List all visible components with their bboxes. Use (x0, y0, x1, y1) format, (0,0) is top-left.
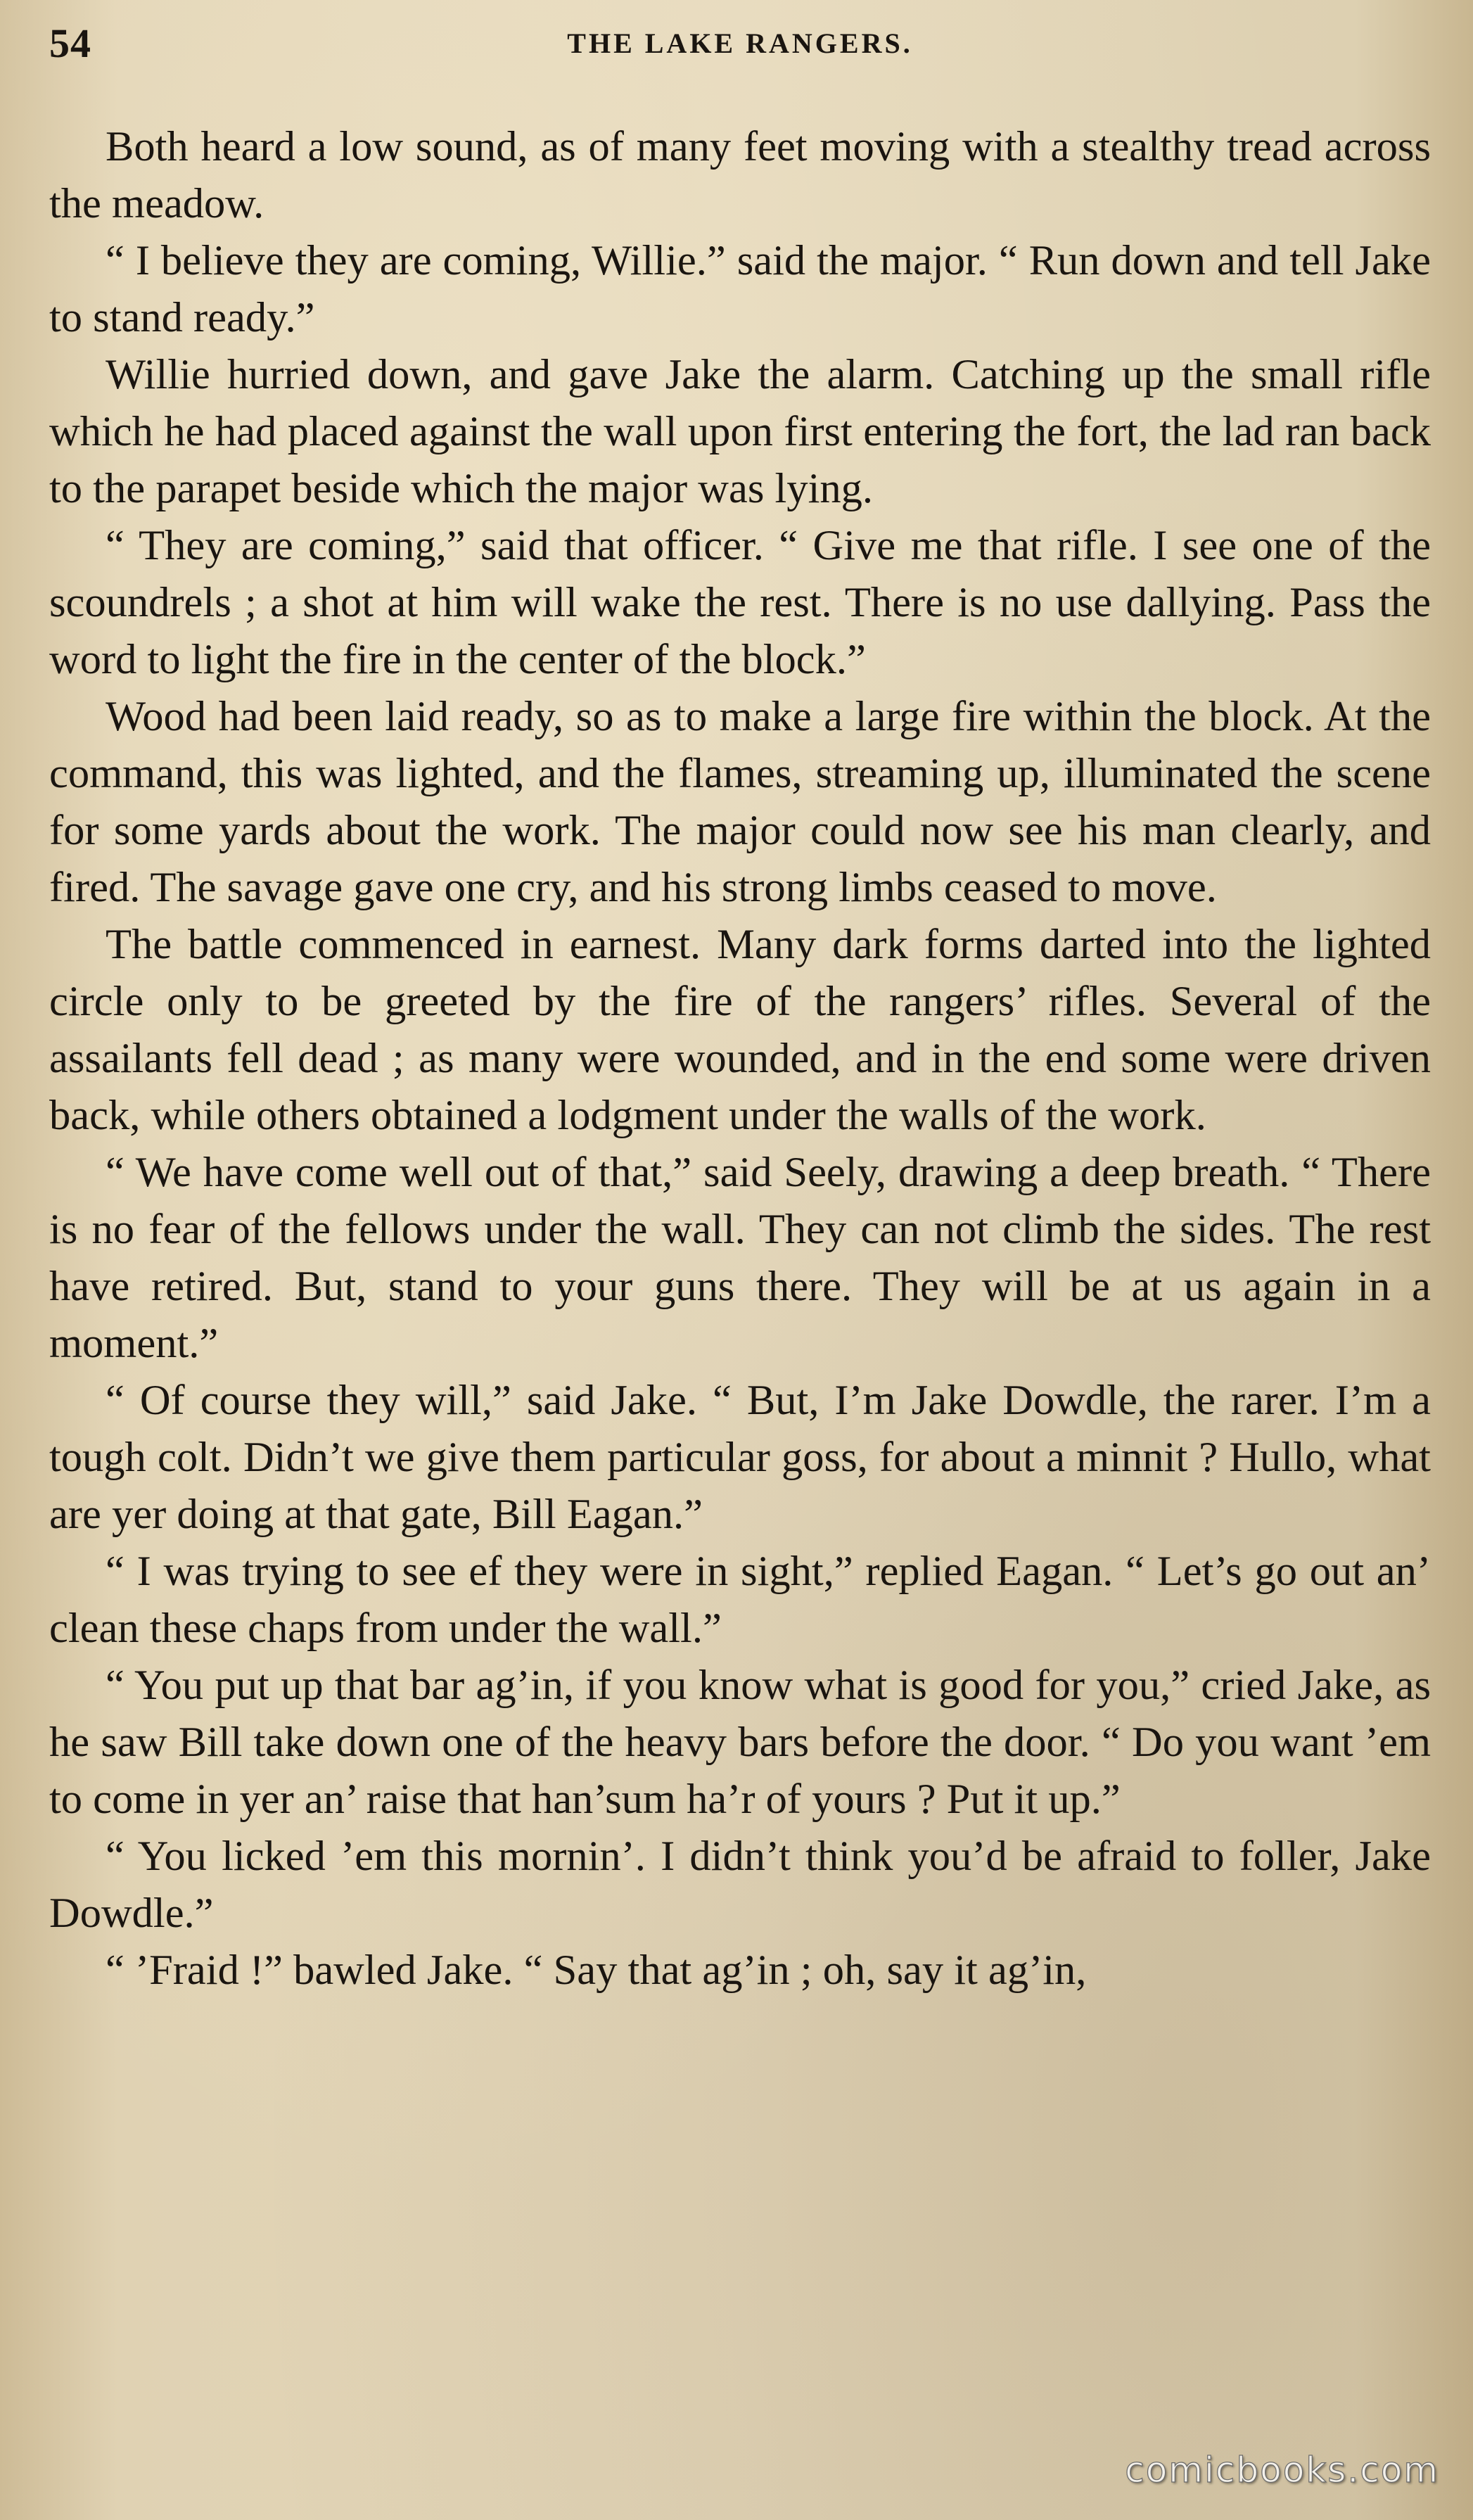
paragraph: “ Of course they will,” said Jake. “ But, I’m Jake Dowdle, the rarer. I’m a tough colt. Didn’t we give them particular goss, for about a minnit ? Hullo, what are yer doing at that gate, Bill Eagan.” (49, 1377, 1431, 1538)
body-text (49, 118, 1431, 1999)
paragraph: “ I believe they are coming, Willie.” said the major. “ Run down and tell Jake to stand ready.” (49, 237, 1431, 341)
watermark: comicbooks.com (1125, 2450, 1439, 2490)
paragraph: Willie hurried down, and gave Jake the alarm. Catching up the small rifle which he had placed against the wall upon first entering the fort, the lad ran back to the parapet beside which the major was lying. (49, 351, 1431, 512)
page-number: 54 (49, 20, 91, 66)
paragraph: “ I was trying to see ef they were in sight,” replied Eagan. “ Let’s go out an’ clean these chaps from under the wall.” (49, 1548, 1431, 1652)
paragraph: “ ’Fraid !” bawled Jake. “ Say that ag’in ; oh, say it ag’in, (106, 1947, 1087, 1994)
paragraph: “ We have come well out of that,” said Seely, drawing a deep breath. “ There is no fear of the fellows under the wall. They can not climb the sides. The rest have retired. But, stand to your guns there. They will be at us again in a moment.” (49, 1149, 1431, 1367)
running-title: THE LAKE RANGERS. (567, 27, 913, 59)
running-head (49, 20, 1431, 66)
paragraph: Wood had been laid ready, so as to make a large fire within the block. At the command, this was lighted, and the flames, streaming up, illuminated the scene for some yards about the work. The major could now see his man clearly, and fired. The savage gave one cry, and his strong limbs ceased to move. (49, 693, 1431, 911)
paragraph: The battle commenced in earnest. Many dark forms darted into the lighted circle only to be greeted by the fire of the rangers’ rifles. Several of the assailants fell dead ; as many were wounded, and in the end some were driven back, while others obtained a lodgment under the walls of the work. (49, 921, 1431, 1139)
paragraph: “ You put up that bar ag’in, if you know what is good for you,” cried Jake, as he saw Bill take down one of the heavy bars before the door. “ Do you want ’em to come in yer an’ raise that han’sum ha’r of yours ? Put it up.” (49, 1662, 1431, 1823)
paragraph: Both heard a low sound, as of many feet moving with a stealthy tread across the meadow. (49, 123, 1431, 227)
paragraph: “ You licked ’em this mornin’. I didn’t think you’d be afraid to foller, Jake Dowdle.” (49, 1833, 1431, 1937)
paragraph: “ They are coming,” said that officer. “ Give me that rifle. I see one of the scoundrels ; a shot at him will wake the rest. There is no use dallying. Pass the word to light the fire in the center of the block.” (49, 522, 1431, 683)
